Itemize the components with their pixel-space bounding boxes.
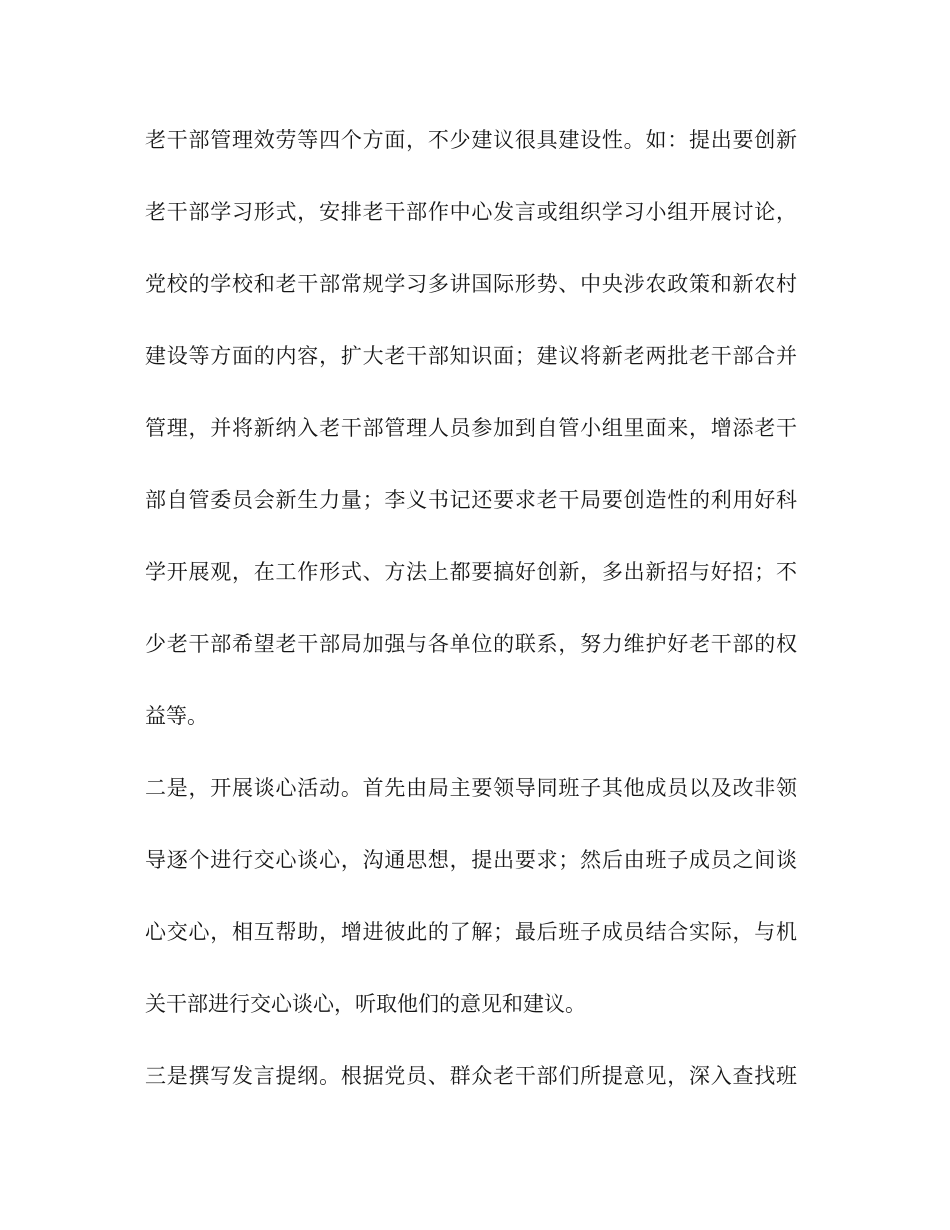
text-line: 建设等方面的内容，扩大老干部知识面；建议将新老两批老干部合并 bbox=[145, 344, 797, 368]
text-line: 部自管委员会新生力量；李义书记还要求老干局要创造性的利用好科 bbox=[145, 488, 797, 512]
document-text bbox=[145, 104, 797, 1112]
text-line: 老干部管理效劳等四个方面，不少建议很具建设性。如：提出要创新 bbox=[145, 128, 797, 152]
text-line: 心交心，相互帮助，增进彼此的了解；最后班子成员结合实际，与机 bbox=[145, 920, 797, 944]
text-line: 三是撰写发言提纲。根据党员、群众老干部们所提意见，深入查找班 bbox=[145, 1064, 797, 1088]
text-line: 少老干部希望老干部局加强与各单位的联系，努力维护好老干部的权 bbox=[145, 632, 797, 656]
text-line: 党校的学校和老干部常规学习多讲国际形势、中央涉农政策和新农村 bbox=[145, 272, 797, 296]
text-line: 老干部学习形式，安排老干部作中心发言或组织学习小组开展讨论， bbox=[145, 200, 797, 224]
text-line: 学开展观，在工作形式、方法上都要搞好创新，多出新招与好招；不 bbox=[145, 560, 797, 584]
text-line: 关干部进行交心谈心，听取他们的意见和建议。 bbox=[145, 992, 586, 1016]
text-line: 导逐个进行交心谈心，沟通思想，提出要求；然后由班子成员之间谈 bbox=[145, 848, 797, 872]
text-line: 益等。 bbox=[145, 704, 208, 728]
text-line: 管理，并将新纳入老干部管理人员参加到自管小组里面来，增添老干 bbox=[145, 416, 797, 440]
text-line: 二是，开展谈心活动。首先由局主要领导同班子其他成员以及改非领 bbox=[145, 776, 797, 800]
